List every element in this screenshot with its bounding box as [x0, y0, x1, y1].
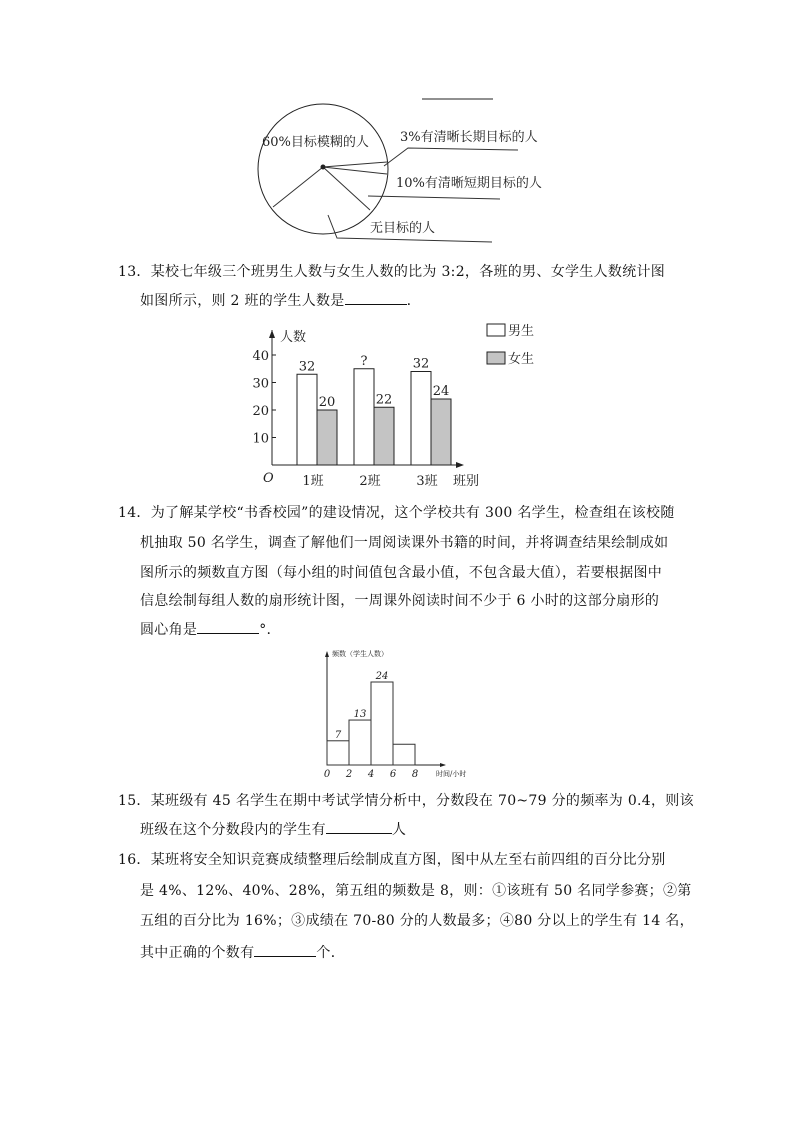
q16-end: 个． — [316, 945, 346, 961]
legend-swatch — [487, 352, 505, 364]
y-tick-label: 20 — [252, 404, 269, 419]
y-tick-label: 40 — [252, 349, 269, 364]
data-label: 24 — [432, 384, 450, 399]
q13-line1 — [118, 261, 665, 281]
x-axis-label: 时间/小时 — [436, 770, 467, 778]
class-bar-chart — [250, 310, 560, 490]
answer-blank[interactable] — [345, 290, 407, 305]
q16-line2: 是 4%、12%、40%、28%，第五组的频数是 8，则：①该班有 50 名同学参赛；②第 — [140, 883, 692, 899]
answer-blank[interactable] — [326, 819, 392, 834]
pie-radius — [323, 167, 387, 174]
q14-text: 圆心角是 — [140, 622, 198, 638]
histogram-bar — [371, 682, 393, 765]
x-tick-label: 2 — [345, 769, 353, 780]
y-tick-label: 10 — [252, 431, 269, 447]
histogram-bar — [393, 744, 415, 765]
q14-end: °. — [259, 622, 272, 638]
data-label: 7 — [334, 729, 342, 741]
bar-男生 — [411, 372, 431, 466]
q16-line3: 五组的百分比为 16%；③成绩在 70-80 分的人数最多；④80 分以上的学生有 14 名， — [140, 913, 694, 929]
q13-number: 13． — [118, 264, 151, 280]
pie-label: 60%目标模糊的人 — [262, 135, 369, 150]
q13-text: 某校七年级三个班男生人数与女生人数的比为 3:2，各班的男、女学生人数统计图 — [150, 264, 666, 280]
q16-text: 某班将安全知识竞赛成绩整理后绘制成直方图，图中从左至右前四组的百分比分别 — [150, 852, 666, 868]
answer-blank[interactable] — [197, 619, 259, 634]
pie-figure — [250, 90, 560, 250]
leader-line — [384, 148, 518, 166]
pie-radius — [273, 167, 323, 207]
x-tick-label: 6 — [389, 769, 397, 780]
data-label: 32 — [412, 356, 430, 372]
data-label: 13 — [353, 709, 367, 721]
q14-text: 为了解某学校“书香校园”的建设情况，这个学校共有 300 名学生，检查组在该校随 — [150, 505, 675, 521]
y-axis-arrow — [269, 330, 275, 338]
bar-女生 — [374, 407, 394, 465]
x-axis-arrow — [456, 462, 464, 468]
data-label: 24 — [375, 671, 389, 682]
bar-女生 — [317, 410, 337, 465]
q16-line1 — [118, 849, 666, 869]
histogram-bar — [327, 741, 349, 765]
x-tick-label: 3班 — [416, 474, 438, 489]
pie-radius — [323, 162, 387, 167]
legend-swatch — [487, 324, 505, 336]
data-label: 20 — [318, 395, 336, 410]
legend-label: 男生 — [508, 324, 535, 339]
x-tick-label: 4 — [367, 769, 375, 780]
bar-男生 — [354, 369, 374, 465]
x-tick-label: 1班 — [302, 474, 324, 489]
pie-label: 3%有清晰长期目标的人 — [400, 130, 538, 145]
q14-number: 14． — [118, 505, 151, 521]
q14-line2: 机抽取 50 名学生，调查了解他们一周阅读课外书籍的时间，并将调查结果绘制成如 — [140, 535, 669, 551]
q16-text: 其中正确的个数有 — [140, 945, 255, 961]
q15-end: 人 — [391, 822, 407, 838]
q15-line1 — [118, 790, 694, 810]
y-axis-label: 频数（学生人数） — [332, 650, 388, 658]
q14-line4: 信息绘制每组人数的扇形统计图，一周课外阅读时间不少于 6 小时的这部分扇形的 — [140, 593, 660, 609]
histogram-bar — [349, 720, 371, 765]
y-axis-label: 人数 — [280, 330, 307, 345]
q15-text: 班级在这个分数段内的学生有 — [140, 822, 326, 838]
bar-女生 — [431, 399, 451, 465]
bar-男生 — [297, 374, 317, 465]
q13-text: 如图所示，则 2 班的学生人数是 — [140, 293, 345, 309]
pie-center — [321, 165, 326, 170]
q15-line2 — [140, 819, 406, 839]
reading-time-histogram — [310, 640, 467, 780]
q14-line5 — [140, 619, 271, 639]
q16-line4 — [140, 942, 345, 962]
x-tick-label: 2班 — [359, 474, 381, 489]
x-tick-label: 8 — [411, 769, 419, 780]
y-tick-label: 30 — [252, 376, 269, 392]
q13-line2 — [140, 290, 411, 310]
data-label: 22 — [375, 392, 393, 408]
data-label: 32 — [298, 359, 316, 375]
q15-text: 某班级有 45 名学生在期中考试学情分析中，分数段在 70~79 分的频率为 0.4，则该 — [150, 793, 694, 809]
x-axis-arrow — [440, 763, 446, 767]
y-axis-arrow — [325, 651, 329, 657]
legend-label: 女生 — [508, 352, 535, 367]
pie-radius — [323, 167, 370, 210]
x-axis-label: 班别 — [453, 474, 480, 489]
q14-line3: 图所示的频数直方图（每小组的时间值包含最小值，不包含最大值），若要根据图中 — [140, 565, 663, 581]
q14-line1 — [118, 502, 675, 522]
origin-label: O — [263, 471, 274, 486]
pie-label: 10%有清晰短期目标的人 — [396, 176, 542, 191]
q13-end: . — [406, 293, 412, 309]
q16-number: 16． — [118, 852, 151, 868]
pie-label: 无目标的人 — [370, 221, 436, 236]
answer-blank[interactable] — [254, 942, 316, 957]
q15-number: 15． — [118, 793, 151, 809]
x-tick-label: 0 — [323, 769, 331, 780]
leader-line — [368, 196, 500, 199]
data-label: ? — [360, 353, 368, 369]
